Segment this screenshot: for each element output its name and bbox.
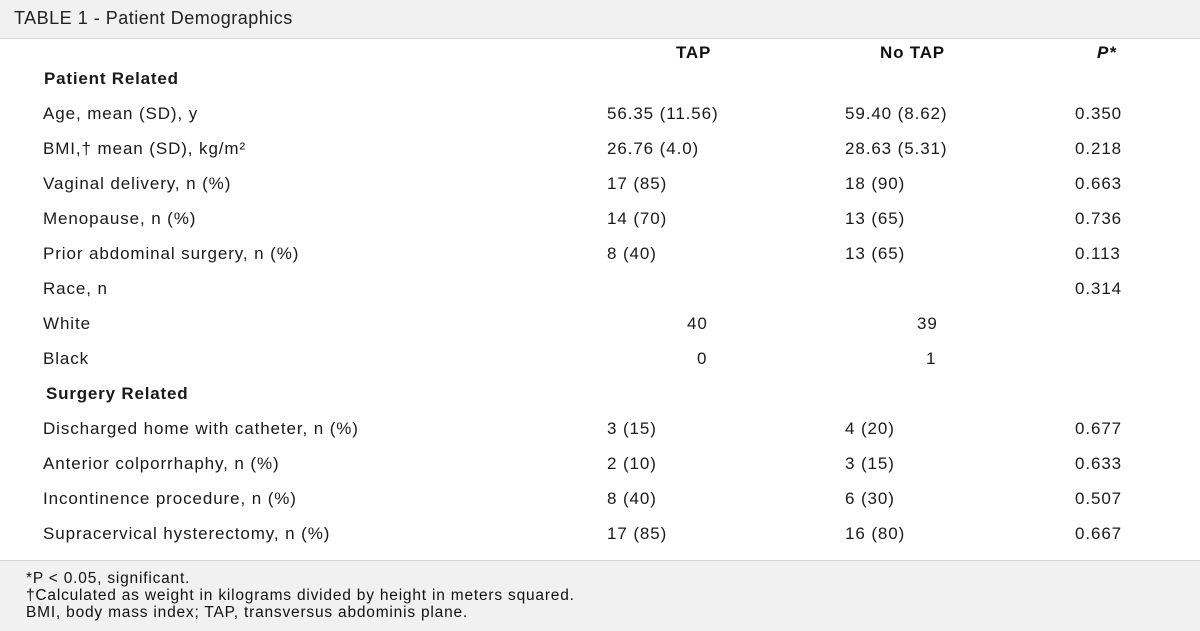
p-value: 0.218 (1075, 139, 1123, 158)
no-tap-value: 6 (30) (845, 489, 895, 508)
row-label: BMI,† mean (SD), kg/m² (43, 139, 247, 158)
no-tap-value: 13 (65) (845, 244, 906, 263)
p-value: 0.350 (1075, 104, 1123, 123)
row-label: Age, mean (SD), y (43, 104, 199, 123)
no-tap-value: 4 (20) (845, 419, 895, 438)
table-title: TABLE 1 - Patient Demographics (14, 8, 293, 28)
title-bar (0, 0, 1200, 39)
section-label-surgery: Surgery Related (46, 384, 189, 403)
row-label: Anterior colporrhaphy, n (%) (43, 454, 280, 473)
no-tap-value: 1 (926, 349, 937, 368)
tap-value: 17 (85) (607, 524, 668, 543)
footnote-bmi-calculation: †Calculated as weight in kilograms divided by height in meters squared. (26, 587, 575, 604)
table-footnotes (0, 560, 1200, 631)
footnote-significance: *P < 0.05, significant. (26, 570, 191, 587)
p-value: 0.113 (1075, 244, 1121, 263)
tap-value: 40 (687, 314, 708, 333)
tap-value: 14 (70) (607, 209, 668, 228)
tap-value: 0 (697, 349, 708, 368)
p-value: 0.677 (1075, 419, 1123, 438)
no-tap-value: 13 (65) (845, 209, 906, 228)
p-value: 0.667 (1075, 524, 1123, 543)
tap-value: 2 (10) (607, 454, 657, 473)
tap-value: 8 (40) (607, 244, 657, 263)
p-value: 0.314 (1075, 279, 1123, 298)
no-tap-value: 16 (80) (845, 524, 906, 543)
section-label-patient: Patient Related (44, 69, 179, 88)
p-value: 0.736 (1075, 209, 1123, 228)
row-label: Prior abdominal surgery, n (%) (43, 244, 300, 263)
tap-value: 26.76 (4.0) (607, 139, 700, 158)
tap-value: 17 (85) (607, 174, 668, 193)
column-header-no-tap: No TAP (880, 43, 945, 62)
tap-value: 8 (40) (607, 489, 657, 508)
row-label: Race, n (43, 279, 108, 298)
no-tap-value: 28.63 (5.31) (845, 139, 948, 158)
p-value: 0.507 (1075, 489, 1123, 508)
no-tap-value: 18 (90) (845, 174, 906, 193)
footnote-abbreviations: BMI, body mass index; TAP, transversus abdominis plane. (26, 604, 469, 621)
row-label: Supracervical hysterectomy, n (%) (43, 524, 331, 543)
column-header-tap: TAP (676, 43, 712, 62)
row-label: White (43, 314, 91, 333)
demographics-table (0, 38, 1200, 558)
row-label: Incontinence procedure, n (%) (43, 489, 297, 508)
p-value: 0.633 (1075, 454, 1123, 473)
row-label: Vaginal delivery, n (%) (43, 174, 232, 193)
tap-value: 3 (15) (607, 419, 657, 438)
no-tap-value: 3 (15) (845, 454, 895, 473)
row-label: Black (43, 349, 90, 368)
column-header-p: P* (1097, 43, 1117, 62)
p-value: 0.663 (1075, 174, 1123, 193)
no-tap-value: 39 (917, 314, 938, 333)
row-label: Menopause, n (%) (43, 209, 197, 228)
tap-value: 56.35 (11.56) (607, 104, 719, 123)
no-tap-value: 59.40 (8.62) (845, 104, 948, 123)
row-label: Discharged home with catheter, n (%) (43, 419, 359, 438)
